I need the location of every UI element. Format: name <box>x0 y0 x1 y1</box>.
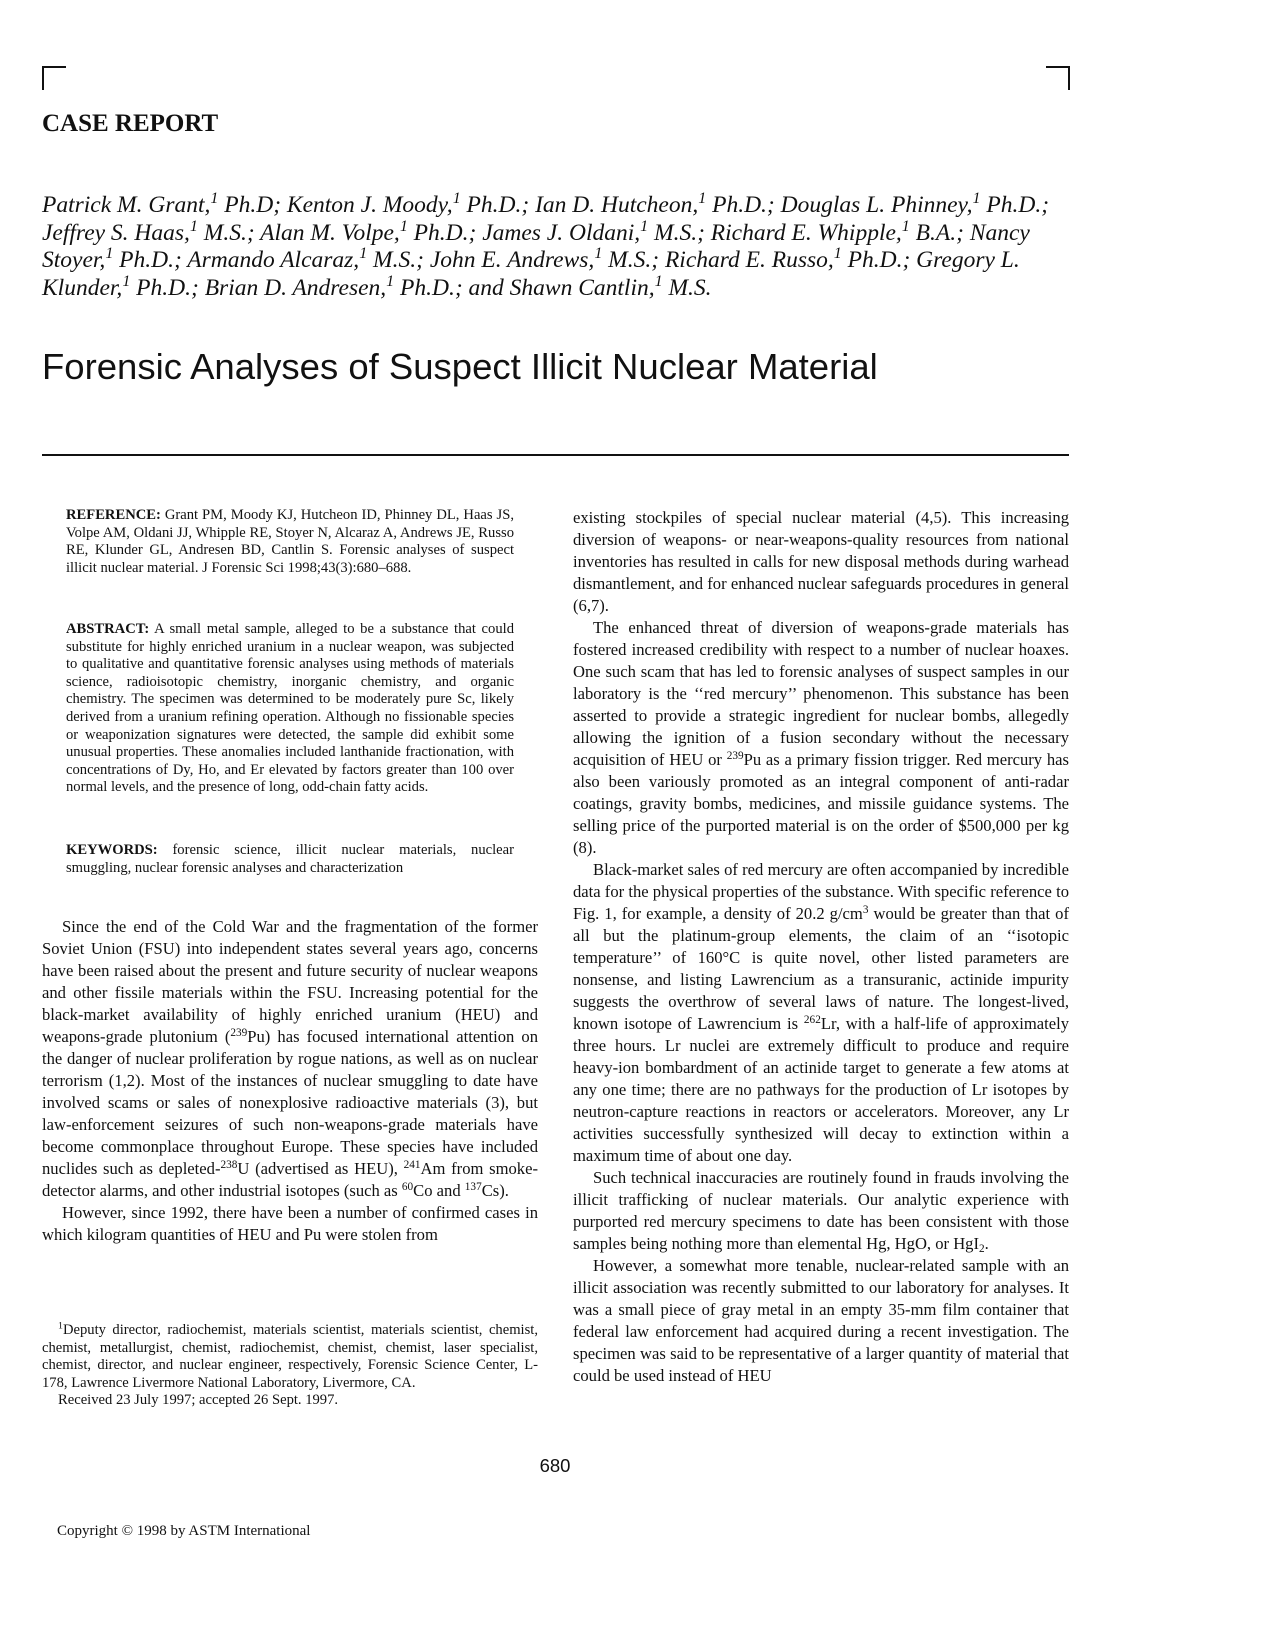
text-run: Deputy director, radiochemist, materials scientist, materials scientist, chemist, chemist, metallurgist, chemist, radiochemist, chemist, chemist, laser specialist, chemist, director, and nuclear engineer, respectively, Forensic Science Center, L-178, Lawrence Livermore National Laboratory, Livermore, CA. <box>42 1322 538 1391</box>
text-run: Co and <box>413 1181 465 1200</box>
crop-mark-top-right <box>1046 66 1070 90</box>
text-run: M.S.; Richard E. Russo, <box>602 247 834 274</box>
superscript: 239 <box>230 1026 248 1039</box>
keywords-block <box>66 842 514 877</box>
text-run: Since the end of the Cold War and the fragmentation of the former Soviet Union (FSU) into independent states several years ago, concerns have been raised about the present and future security of nuclear weapons and other fissile materials within the FSU. Increasing potential for the black-market availability of highly enriched uranium (HEU) and weapons-grade plutonium ( <box>42 917 538 1046</box>
text-run: would be greater than that of all but the platinum-group elements, the claim of an ‘‘isotopic temperature’’ of 160°C is quite novel, other listed parameters are nonsense, and listing Lawrencium as a transuranic, actinide impurity suggests the overthrow of several laws of nature. The longest-lived, known isotope of Lawrencium is <box>573 904 1069 1033</box>
run-in-heading: ABSTRACT: <box>66 621 150 637</box>
copyright: Copyright © 1998 by ASTM International <box>57 1523 311 1539</box>
superscript: 1 <box>105 245 114 263</box>
text-run: U (advertised as HEU), <box>237 1159 404 1178</box>
superscript: 1 <box>640 217 649 235</box>
text-run: Pu) has focused international attention on the danger of nuclear proliferation by rogue nations, as well as on nuclear terrorism (1,2). Most of the instances of nuclear smuggling to date have involved scams or sales of nonexplosive radioactive materials (3), but law-enforcement seizures of such non-weapons-grade materials have become commonplace throughout Europe. These species have included nuclides such as depleted- <box>42 1027 538 1178</box>
text-run: Ph.D.; Jeffrey S. Haas, <box>42 192 1050 246</box>
affiliation-footnote <box>42 1322 538 1392</box>
text-run: existing stockpiles of special nuclear material (4,5). This increasing diversion of weapons- or near-weapons-quality resources from national inventories has resulted in calls for new disposal methods during warhead dismantlement, and for enhanced nuclear safeguards procedures in general (6,7). <box>573 508 1069 615</box>
reference-block <box>66 507 514 577</box>
text-run: Ph.D.; Armando Alcaraz, <box>113 247 360 274</box>
text-run: Ph.D; Kenton J. Moody, <box>218 192 453 218</box>
crop-mark-top-left <box>42 66 66 90</box>
paragraph <box>42 916 538 1202</box>
superscript: 60 <box>401 1180 414 1193</box>
run-in-heading: REFERENCE: <box>66 507 161 523</box>
text-run: forensic science, illicit nuclear materials, nuclear smuggling, nuclear forensic analyses and characterization <box>66 842 514 876</box>
text-run: B.A.; Nancy Stoyer, <box>42 219 1030 274</box>
text-run: M.S.; Richard E. Whipple, <box>648 219 902 246</box>
superscript: 1 <box>972 190 981 208</box>
text-run: Ph.D.; Douglas L. Phinney, <box>706 192 973 218</box>
superscript: 1 <box>359 245 368 263</box>
footnotes <box>42 1322 538 1410</box>
text-run: Ph.D.; Ian D. Hutcheon, <box>460 192 699 218</box>
superscript: 137 <box>464 1180 482 1193</box>
paragraph <box>573 1255 1069 1387</box>
text-run: Cs). <box>481 1181 509 1200</box>
title-rule <box>42 454 1069 456</box>
text-run: Ph.D.; Brian D. Andresen, <box>130 274 387 301</box>
text-run: M.S.; John E. Andrews, <box>367 247 595 274</box>
superscript: 1 <box>833 245 842 263</box>
superscript: 1 <box>399 217 408 235</box>
page-number: 680 <box>539 1455 571 1476</box>
paragraph <box>573 617 1069 859</box>
text-run: Patrick M. Grant, <box>42 192 211 218</box>
text-run: A small metal sample, alleged to be a substance that could substitute for highly enriched uranium in a nuclear weapon, was subjected to qualitative and quantitative forensic analyses using methods of materials science, radioisotopic chemistry, inorganic chemistry, and organic chemistry. The specimen was determined to be moderately pure Sc, likely derived from a uranium refining operation. Although no fissionable species or weaponization signatures were detected, the sample did exhibit some unusual properties. These anomalies included lanthanide fractionation, with concentrations of Dy, Ho, and Er elevated by factors greater than 100 over normal levels, and the presence of long, odd-chain fatty acids. <box>66 621 514 796</box>
paragraph <box>573 507 1069 617</box>
text-run: Ph.D.; Gregory L. Klunder, <box>42 247 1020 301</box>
superscript: 1 <box>654 273 663 290</box>
text-run: Such technical inaccuracies are routinely found in frauds involving the illicit trafficking of nuclear materials. Our analytic experience with purported red mercury specimens to date has been consistent with those samples being nothing more than elemental Hg, HgO, or HgI <box>573 1168 1069 1253</box>
superscript: 238 <box>220 1158 238 1171</box>
received-date: Received 23 July 1997; accepted 26 Sept. 1997. <box>58 1392 339 1409</box>
superscript: 1 <box>901 217 910 235</box>
superscript: 239 <box>726 749 744 762</box>
text-run: However, a somewhat more tenable, nuclear-related sample with an illicit association was recently submitted to our laboratory for analyses. It was a small piece of gray metal in an empty 35-mm film container that federal law enforcement had acquired during a recent investigation. The specimen was said to be representative of a larger quantity of material that could be used instead of HEU <box>573 1256 1069 1385</box>
superscript: 1 <box>698 190 707 208</box>
paragraph <box>573 859 1069 1167</box>
section-label: CASE REPORT <box>42 110 219 137</box>
text-run: Am from smoke-detector alarms, and other industrial isotopes (such as <box>42 1159 538 1200</box>
superscript: 241 <box>403 1158 421 1171</box>
text-run: M.S. <box>662 274 712 301</box>
text-run: . <box>984 1234 989 1253</box>
text-run: Ph.D.; and Shawn Cantlin, <box>394 274 655 301</box>
superscript: 1 <box>452 190 461 208</box>
superscript: 3 <box>862 903 869 916</box>
superscript: 1 <box>122 273 131 290</box>
author-list <box>42 192 1072 302</box>
text-run: However, since 1992, there have been a number of confirmed cases in which kilogram quantities of HEU and Pu were stolen from <box>42 1203 538 1244</box>
text-run: Black-market sales of red mercury are often accompanied by incredible data for the physical properties of the substance. With specific reference to Fig. 1, for example, a density of 20.2 g/cm <box>573 860 1069 923</box>
paragraph <box>573 1167 1069 1255</box>
text-run: The enhanced threat of diversion of weapons-grade materials has fostered increased credibility with respect to a number of nuclear hoaxes. One such scam that has led to forensic analyses of suspect samples in our laboratory is the ‘‘red mercury’’ phenomenon. This substance has been asserted to provide a strategic ingredient for nuclear bombs, allegedly allowing the ignition of a fusion secondary without the necessary acquisition of HEU or <box>573 618 1069 769</box>
text-run: Pu as a primary fission trigger. Red mercury has also been variously promoted as an integral component of anti-radar coatings, gravity bombs, medicines, and missile guidance systems. The selling price of the purported material is on the order of $500,000 per kg (8). <box>573 750 1069 857</box>
superscript: 1 <box>594 245 603 263</box>
abstract-block <box>66 621 514 797</box>
body-column-left <box>42 916 538 1246</box>
text-run: M.S.; Alan M. Volpe, <box>197 219 400 246</box>
superscript: 262 <box>803 1013 821 1026</box>
superscript: 1 <box>189 217 198 235</box>
subscript: 2 <box>979 1242 985 1255</box>
text-run: Grant PM, Moody KJ, Hutcheon ID, Phinney DL, Haas JS, Volpe AM, Oldani JJ, Whipple RE, Stoyer N, Alcaraz A, Andrews JE, Russo RE, Klunder GL, Andresen BD, Cantlin S. Forensic analyses of suspect illicit nuclear material. J Forensic Sci 1998;43(3):680–688. <box>66 507 514 576</box>
superscript: 1 <box>210 190 219 208</box>
article-title: Forensic Analyses of Suspect Illicit Nuclear Material <box>42 346 878 387</box>
text-run: Ph.D.; James J. Oldani, <box>407 219 641 246</box>
paragraph <box>42 1202 538 1246</box>
superscript: 1 <box>386 273 395 290</box>
superscript: 1 <box>58 1320 63 1332</box>
text-run: Lr, with a half-life of approximately three hours. Lr nuclei are extremely difficult to produce and require heavy-ion bombardment of an actinide target to generate a few atoms at any one time; there are no pathways for the production of Lr isotopes by neutron-capture reactions in reactors or accelerators. Moreover, any Lr activities successfully synthesized will decay to extinction within a maximum time of about one day. <box>573 1014 1070 1165</box>
body-column-right <box>573 507 1069 1387</box>
run-in-heading: KEYWORDS: <box>66 842 158 858</box>
